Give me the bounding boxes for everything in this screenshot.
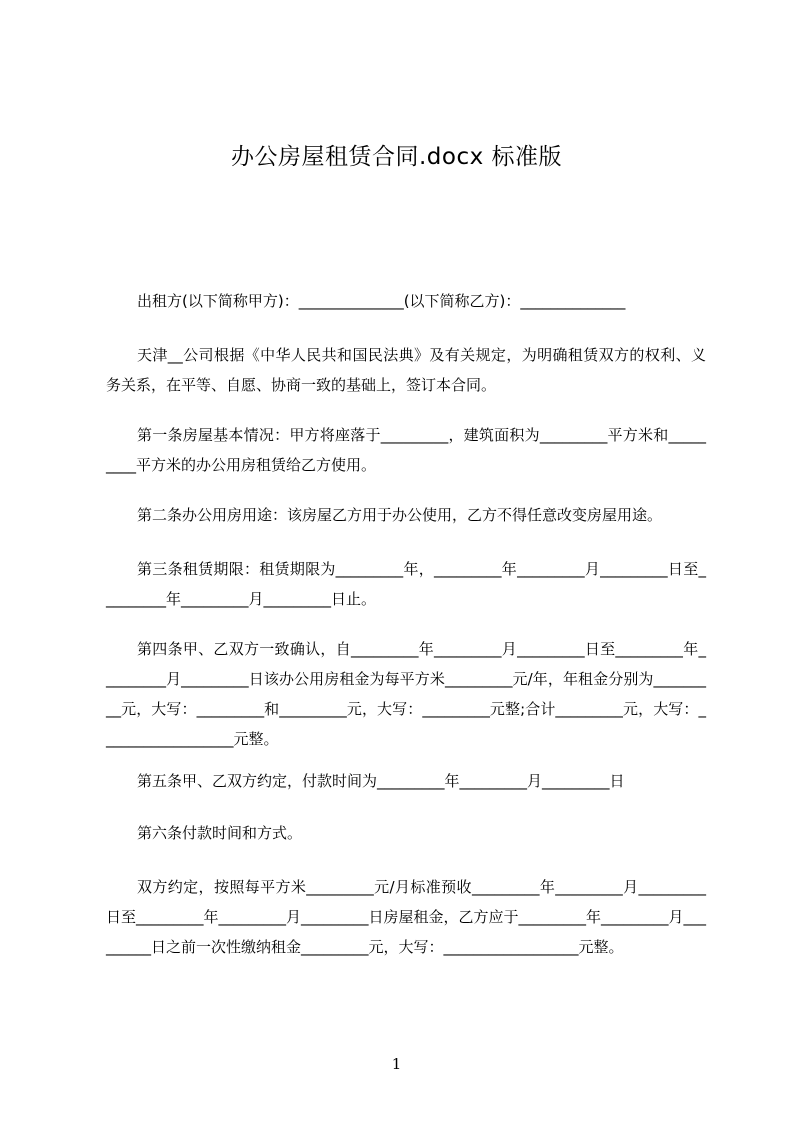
- document-title: 办公房屋租赁合同.docx 标准版: [230, 144, 563, 170]
- paragraph-article-1: 第一条房屋基本情况：甲方将座落于_________，建筑面积为_________平方米和_________平方米的办公用房租赁给乙方使用。: [106, 426, 706, 474]
- paragraph-preamble: 天津__公司根据《中华人民共和国民法典》及有关规定，为明确租赁双方的权利、义务关系，在平等、自愿、协商一致的基础上，签订本合同。: [106, 346, 706, 394]
- page-number: 1: [391, 1055, 402, 1073]
- paragraph-article-3: 第三条租赁期限：租赁期限为_________年，_________年_________月_________日至_________年_________月_________日止。: [106, 560, 706, 608]
- paragraph-parties: 出租方(以下简称甲方)：______________(以下简称乙方)：______________: [137, 292, 626, 310]
- paragraph-article-5: 第五条甲、乙双方约定，付款时间为_________年_________月_________日: [137, 772, 625, 790]
- paragraph-payment-terms: 双方约定，按照每平方米_________元/月标准预收_________年_________月_________日至_________年_________月_________日房屋租金，乙方应于_________年_________月_________日之前一次性缴纳租金_________元，大写：__________________元整。: [106, 878, 707, 956]
- paragraph-article-6: 第六条付款时间和方式。: [137, 824, 303, 842]
- paragraph-article-4: 第四条甲、乙双方一致确认，自_________年_________月_________日至_________年_________月_________日该办公用房租金为每平方米_________元/年，年租金分别为_________元，大写：_________和_________元，大写：_________元整;合计_________元，大写：__________________元整。: [106, 640, 706, 748]
- paragraph-article-2: 第二条办公用房用途：该房屋乙方用于办公使用，乙方不得任意改变房屋用途。: [137, 506, 663, 524]
